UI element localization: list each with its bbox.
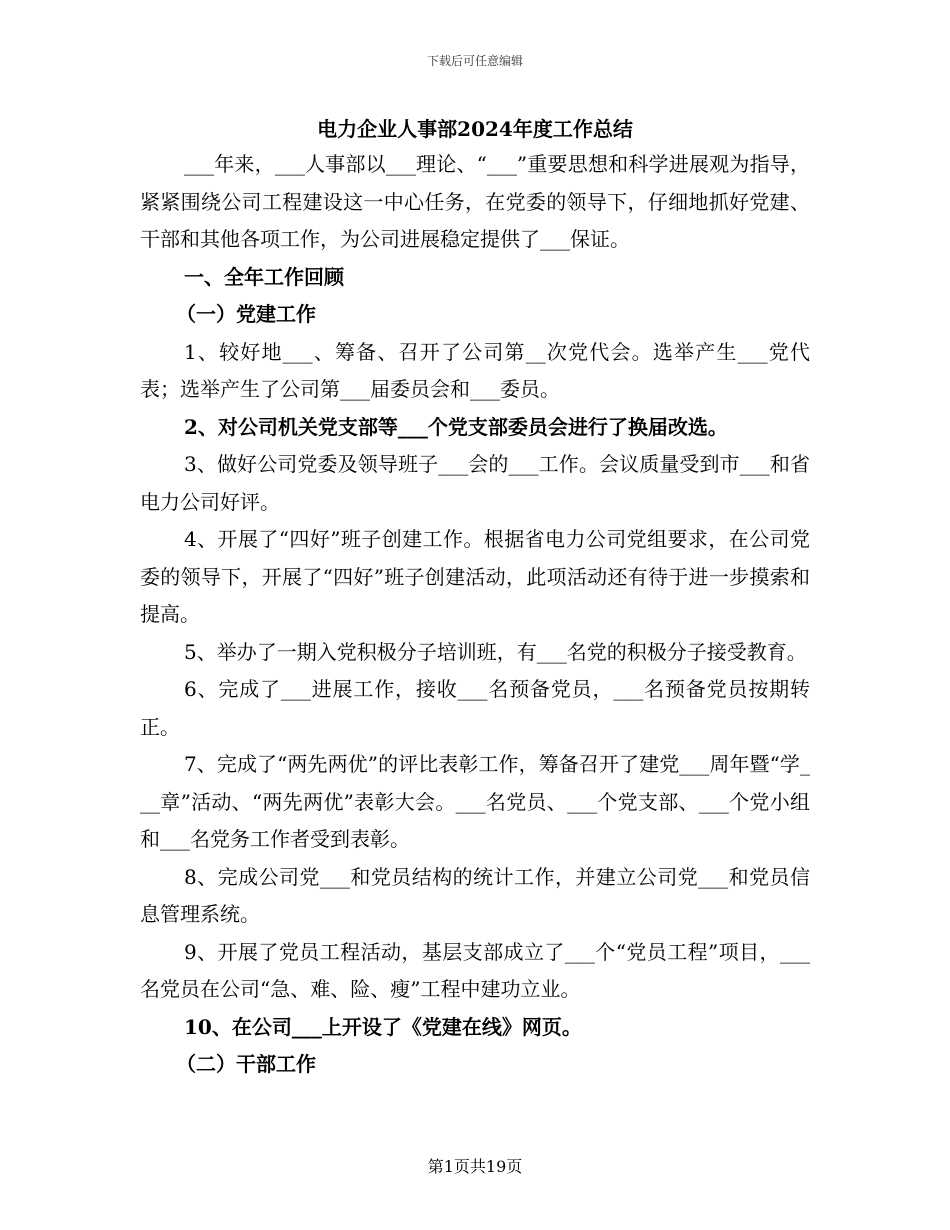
- list-item: 6、完成了___进展工作，接收___名预备党员，___名预备党员按期转正。: [140, 677, 810, 739]
- subsection-heading-party: （一）党建工作: [176, 302, 316, 326]
- list-item: 3、做好公司党委及领导班子___会的___工作。会议质量受到市___和省电力公司好评。: [140, 452, 810, 514]
- page-footer: 第1页共19页: [427, 1157, 523, 1176]
- list-item: 9、开展了党员工程活动，基层支部成立了___个“党员工程”项目，___名党员在公司“急、难、险、瘦”工程中建功立业。: [140, 939, 810, 1001]
- document-title: 电力企业人事部2024年度工作总结: [317, 117, 633, 141]
- list-item: 7、完成了“两先两优”的评比表彰工作，筹备召开了建党___周年暨“学___章”活动、“两先两优”表彰大会。___名党员、___个党支部、___个党小组和___名党务工作者受到表彰。: [140, 752, 810, 851]
- list-item: 8、完成公司党___和党员结构的统计工作，并建立公司党___和党员信息管理系统。: [140, 864, 810, 926]
- document-body: [140, 146, 810, 1084]
- intro-paragraph: ___年来，___人事部以___理论、“___”重要思想和科学进展观为指导，紧紧围绕公司工程建设这一中心任务，在党委的领导下，仔细地抓好党建、干部和其他各项工作，为公司进展稳定提供了___保证。: [140, 152, 810, 251]
- list-item: 10、在公司___上开设了《党建在线》网页。: [184, 1014, 582, 1039]
- page-header: 下载后可任意编辑: [426, 54, 523, 68]
- list-item: 1、较好地___、筹备、召开了公司第__次党代会。选举产生___党代表；选举产生了公司第___届委员会和___委员。: [140, 339, 810, 401]
- list-item: 5、举办了一期入党积极分子培训班，有___名党的积极分子接受教育。: [184, 639, 807, 664]
- list-item: 4、开展了“四好”班子创建工作。根据省电力公司党组要求，在公司党委的领导下，开展了“四好”班子创建活动，此项活动还有待于进一步摸索和提高。: [140, 527, 810, 626]
- list-item: 2、对公司机关党支部等___个党支部委员会进行了换届改选。: [184, 414, 728, 439]
- subsection-heading-cadre: （二）干部工作: [176, 1052, 316, 1076]
- section-heading: 一、全年工作回顾: [184, 264, 344, 289]
